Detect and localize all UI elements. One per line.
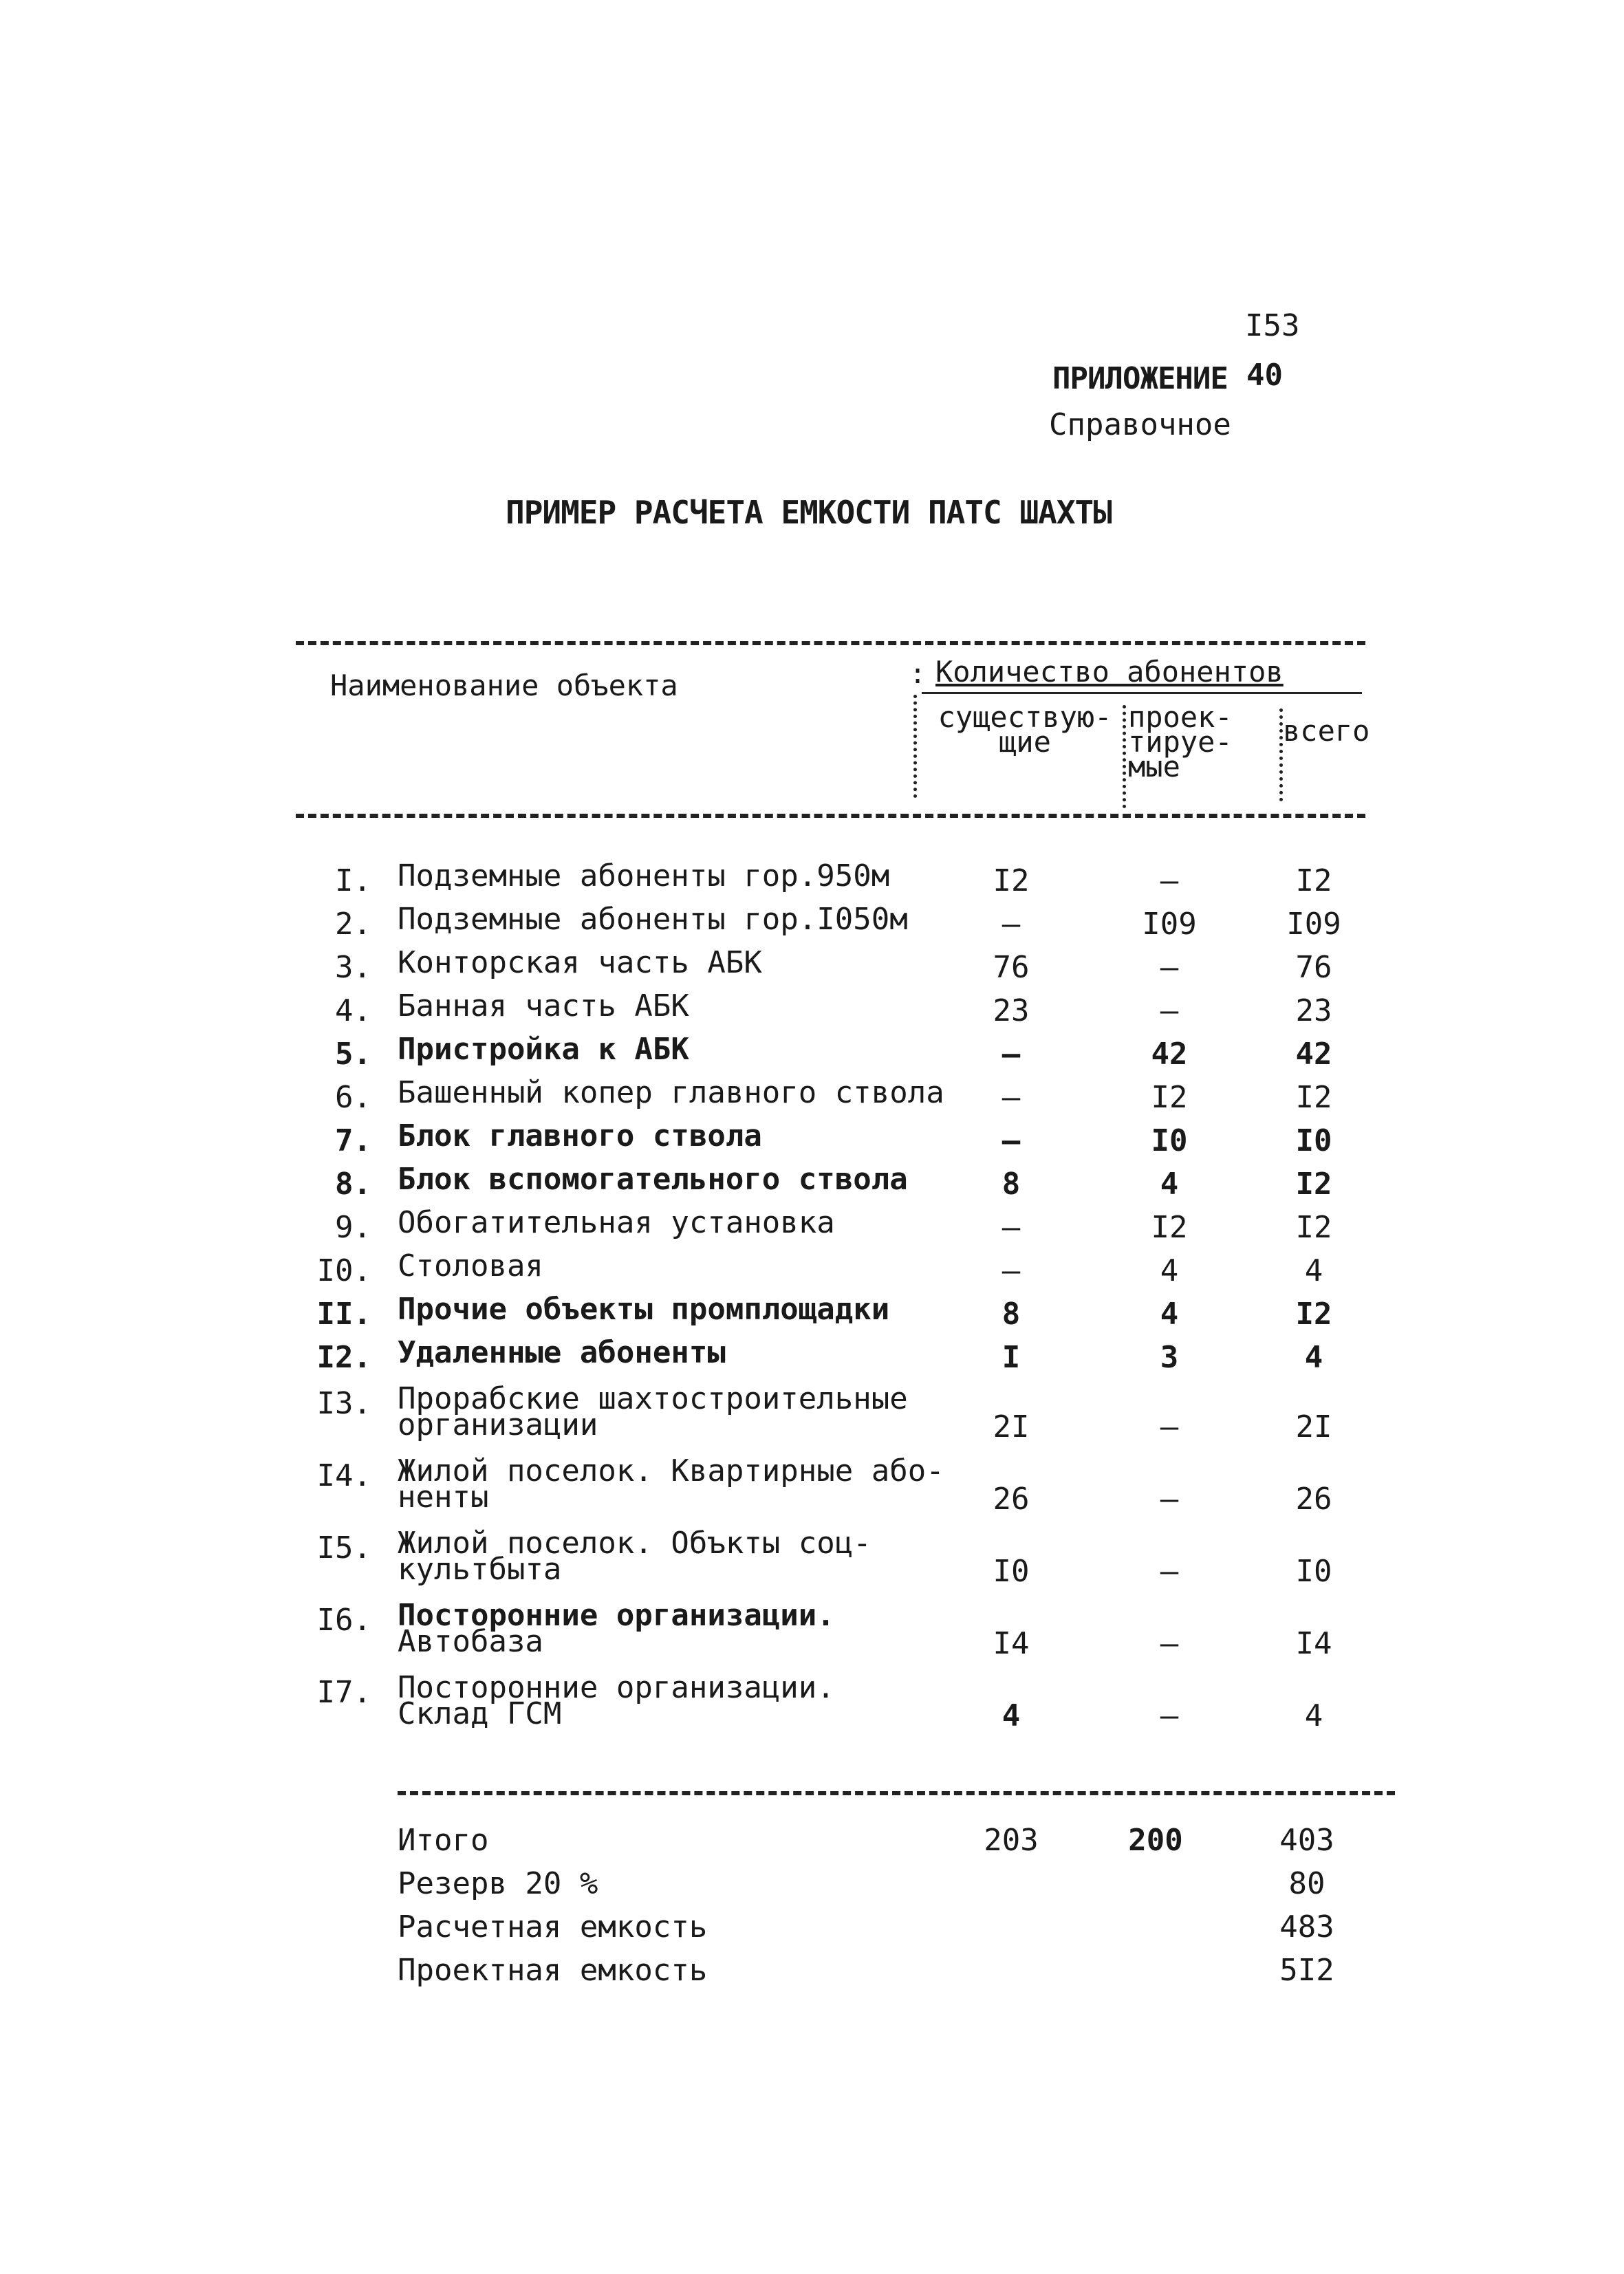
table-header-divider [296, 814, 1365, 818]
row-name-line-1: Посторонние организации. [398, 1598, 835, 1633]
row-name-line-2: ненты [398, 1480, 489, 1515]
page-number: I53 [1245, 308, 1300, 343]
column-header-name: Наименование объекта [330, 669, 678, 702]
appendix-label: ПРИЛОЖЕНИЕ [1052, 361, 1228, 396]
column-separator: : [909, 658, 927, 690]
appendix-number: 40 [1246, 358, 1283, 393]
reference-label: Справочное [1049, 407, 1231, 442]
row-name-line-1: Жилой поселок. Объкты соц- [398, 1526, 871, 1561]
column-header-projected: проек- тируе- мые [1128, 700, 1233, 783]
column-separator [913, 695, 917, 798]
table-bottom-divider [398, 1791, 1395, 1795]
row-name-line-1: Посторонние организации. [398, 1670, 835, 1705]
row-name-line-2: Автобаза [398, 1624, 543, 1659]
row-name-line-1: Прорабские шахтостроительные [398, 1381, 908, 1416]
table-top-divider [296, 641, 1365, 645]
column-header-quantity: Количество абонентов [935, 655, 1284, 689]
document-title: ПРИМЕР РАСЧЕТА ЕМКОСТИ ПАТС ШАХТЫ [506, 494, 1112, 531]
quantity-underline [922, 692, 1362, 694]
column-header-total: всего [1283, 714, 1370, 748]
column-header-existing: существую- щие [938, 700, 1112, 759]
row-name-line-2: культбыта [398, 1552, 562, 1587]
row-name-line-2: Склад ГСМ [398, 1696, 562, 1731]
row-name-line-2: организации [398, 1407, 598, 1442]
row-name-line-1: Жилой поселок. Квартирные або- [398, 1453, 944, 1488]
column-separator [1123, 705, 1126, 808]
